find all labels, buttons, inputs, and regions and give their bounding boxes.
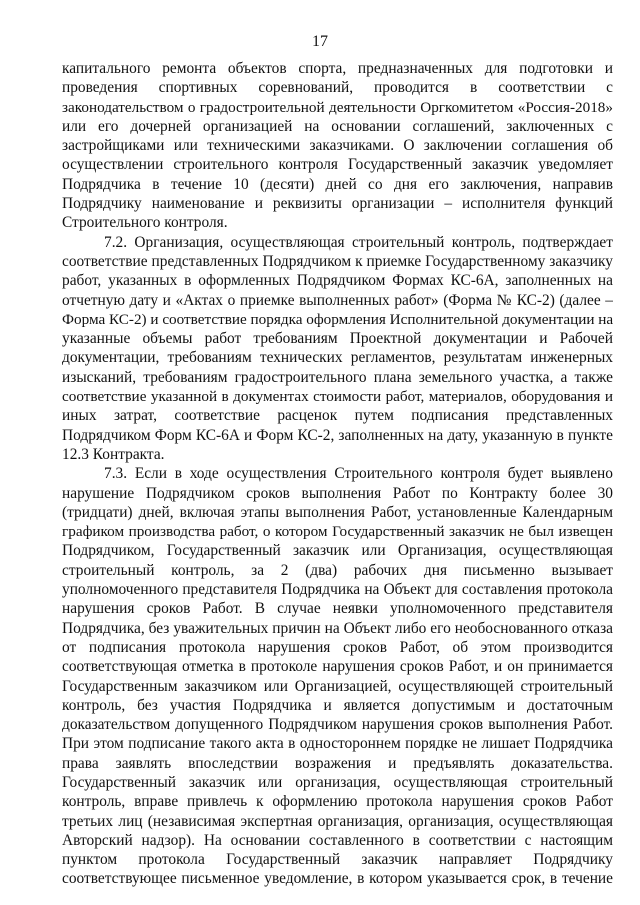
text-line: проведения спортивных соревнований, проводится в соответствии с [62,79,613,97]
text-line: Авторский надзор). На основании составленного в соответствии с настоящим [62,831,613,849]
text-line: пунктом протокола Государственный заказчик направляет Подрядчику [62,851,613,869]
text-line: уполномоченного представителя Подрядчика на Объект для составления протокола [62,581,613,599]
text-line: 7.3. Если в ходе осуществления Строительного контроля будет выявлено [104,465,613,483]
text-line: соответствие представленных Подрядчиком к приемке Государственному заказчику [62,252,613,270]
text-line: контроль, без участия Подрядчика и является допустимым и достаточным [62,696,613,714]
text-line: доказательством допущенного Подрядчиком нарушения сроков выполнения Работ. [62,716,613,734]
text-line: соответствие указанной в документах стоимости работ, материалов, оборудования и [62,388,613,406]
text-line: соответствующее письменное уведомление, в котором указывается срок, в течение [62,870,613,888]
text-line: указанные объемы работ требованиям Проектной документации и Рабочей [62,330,613,348]
page-number: 17 [312,33,328,50]
text-line: или его дочерней организацией на основании соглашений, заключенных с [62,117,613,135]
text-line: (тридцати) дней, включая этапы выполнения Работ, установленные Календарным [62,503,613,521]
text-line: 12.3 Контракта. [62,445,165,463]
text-line: Подрядчика в течение 10 (десяти) дней со дня его заключения, направив [62,175,613,193]
text-line: Подрядчиком, Государственный заказчик или Организация, осуществляющая [62,542,613,560]
text-line: соответствующая отметка в протоколе нарушения сроков Работ, и он принимается [62,658,613,676]
text-line: капитального ремонта объектов спорта, предназначенных для подготовки и [62,60,613,77]
text-line: законодательством о градостроительной деятельности Оргкомитетом «Россия-2018» [62,98,613,116]
document-body [62,59,613,889]
text-line: строительный контроль, за 2 (два) рабочих дня письменно вызывает [62,561,613,579]
text-line: отчетную дату и «Актах о приемке выполненных работ» (Форма № КС-2) (далее – [62,291,613,309]
text-line: Подрядчику наименование и реквизиты организации – исполнителя функций [62,195,613,213]
text-line: Подрядчика, без уважительных причин на Объект либо его необоснованного отказа [62,619,613,637]
text-line: 7.2. Организация, осуществляющая строительный контроль, подтверждает [104,233,613,251]
text-line: Государственный заказчик или организация, осуществляющая строительный [62,773,613,791]
text-line: При этом подписание такого акта в одностороннем порядке не лишает Подрядчика [62,735,613,753]
text-line: контроль, вправе привлечь к оформлению протокола нарушения сроков Работ [62,793,613,811]
text-line: Строительного контроля. [62,214,228,232]
text-line: изысканий, требованиям градостроительного плана земельного участка, а также [62,368,613,386]
text-line: Подрядчиком Форм КС-6А и Форм КС-2, заполненных на дату, указанную в пункте [62,426,613,444]
text-line: работ, указанных в оформленных Подрядчиком Формах КС-6А, заполненных на [62,272,613,290]
text-line: от подписания протокола нарушения сроков Работ, об этом производится [62,638,613,656]
text-line: застройщиками или техническими заказчиками. О заключении соглашения об [62,137,613,155]
text-line: иных затрат, соответствие расценок путем подписания представленных [62,407,613,425]
text-line: графиком производства работ, о котором Государственный заказчик не был извещен [62,523,613,541]
text-line: Государственным заказчиком или Организацией, осуществляющей строительный [62,677,613,695]
text-line: нарушение Подрядчиком сроков выполнения Работ по Контракту более 30 [62,484,613,502]
text-line: права заявлять впоследствии возражения и предъявлять доказательства. [62,754,613,772]
text-line: третьих лиц (независимая экспертная организация, организация, осуществляющая [62,812,613,830]
text-line: Форма КС-2) и соответствие порядка оформления Исполнительной документации на [62,310,613,328]
text-line: нарушения сроков Работ. В случае неявки уполномоченного представителя [62,600,613,618]
text-line: осуществлении строительного контроля Государственный заказчик уведомляет [62,156,613,174]
text-line: документации, требованиям технических регламентов, результатам инженерных [62,349,613,367]
